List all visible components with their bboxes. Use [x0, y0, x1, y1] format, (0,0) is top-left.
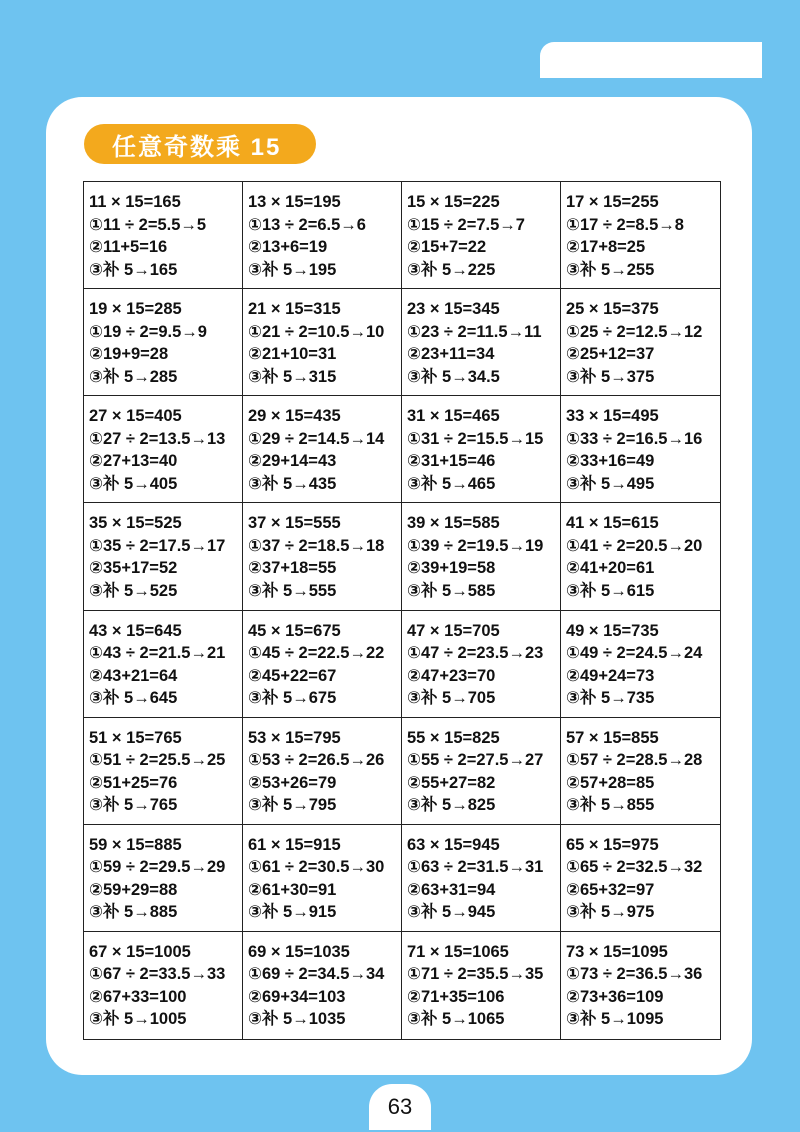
equation-line: 63 × 15=945 — [407, 835, 500, 854]
step-1-line: ①49 ÷ 2=24.5→24 — [566, 644, 703, 662]
step-2-line: ②43+21=64 — [89, 666, 178, 685]
step-2-line: ②31+15=46 — [407, 452, 496, 471]
table-cell — [84, 396, 243, 503]
step-3-line: ③补 5→675 — [248, 689, 337, 707]
step-2-line: ②67+33=100 — [89, 987, 187, 1006]
table-cell — [243, 503, 402, 610]
step-3-line: ③补 5→1005 — [89, 1010, 187, 1029]
step-2-line: ②17+8=25 — [566, 238, 646, 256]
step-2-line: ②73+36=109 — [566, 987, 664, 1006]
step-2-line: ②39+19=58 — [407, 559, 496, 578]
step-1-line: ①43 ÷ 2=21.5→21 — [89, 644, 226, 662]
table-cell — [243, 718, 402, 825]
table-cell — [84, 503, 243, 610]
step-3-line: ③补 5→255 — [566, 260, 655, 279]
step-3-line: ③补 5→585 — [407, 581, 496, 600]
step-2-line: ②57+28=85 — [566, 773, 655, 792]
step-2-line: ②29+14=43 — [248, 452, 337, 471]
step-2-line: ②51+25=76 — [89, 773, 178, 792]
equation-line: 37 × 15=555 — [248, 514, 341, 533]
equation-line: 55 × 15=825 — [407, 728, 500, 747]
table-cell — [402, 718, 561, 825]
step-1-line: ①63 ÷ 2=31.5→31 — [407, 858, 544, 877]
equation-line: 67 × 15=1005 — [89, 942, 191, 961]
step-1-line: ①69 ÷ 2=34.5→34 — [248, 965, 385, 984]
equation-line: 17 × 15=255 — [566, 193, 659, 211]
step-1-line: ①25 ÷ 2=12.5→12 — [566, 322, 703, 341]
equation-line: 65 × 15=975 — [566, 835, 659, 854]
equation-line: 47 × 15=705 — [407, 621, 500, 640]
step-3-line: ③补 5→555 — [248, 581, 337, 600]
equation-line: 73 × 15=1095 — [566, 942, 668, 961]
equation-line: 41 × 15=615 — [566, 514, 659, 533]
equation-line: 45 × 15=675 — [248, 621, 341, 640]
step-1-line: ①67 ÷ 2=33.5→33 — [89, 965, 226, 984]
step-2-line: ②63+31=94 — [407, 880, 496, 899]
step-2-line: ②11+5=16 — [89, 238, 168, 256]
step-3-line: ③补 5→615 — [566, 581, 655, 600]
table-cell — [561, 718, 720, 825]
step-2-line: ②55+27=82 — [407, 773, 496, 792]
step-1-line: ①51 ÷ 2=25.5→25 — [89, 751, 226, 770]
step-1-line: ①41 ÷ 2=20.5→20 — [566, 536, 703, 555]
step-2-line: ②65+32=97 — [566, 880, 655, 899]
equation-line: 61 × 15=915 — [248, 835, 341, 854]
step-3-line: ③补 5→285 — [89, 367, 178, 386]
step-1-line: ①19 ÷ 2=9.5→9 — [89, 322, 207, 341]
step-2-line: ②61+30=91 — [248, 880, 337, 899]
step-1-line: ①73 ÷ 2=36.5→36 — [566, 965, 703, 984]
table-cell — [402, 182, 561, 289]
step-2-line: ②33+16=49 — [566, 452, 655, 471]
step-3-line: ③补 5→315 — [248, 367, 337, 386]
step-1-line: ①53 ÷ 2=26.5→26 — [248, 751, 385, 770]
table-cell — [402, 289, 561, 396]
step-3-line: ③补 5→885 — [89, 903, 178, 922]
table-cell — [561, 825, 720, 932]
equation-line: 13 × 15=195 — [248, 193, 341, 211]
step-2-line: ②69+34=103 — [248, 987, 346, 1006]
equation-line: 21 × 15=315 — [248, 300, 341, 319]
step-1-line: ①21 ÷ 2=10.5→10 — [248, 322, 385, 341]
step-3-line: ③补 5→765 — [89, 796, 178, 815]
step-3-line: ③补 5→795 — [248, 796, 337, 815]
step-1-line: ①35 ÷ 2=17.5→17 — [89, 536, 226, 555]
table-cell — [84, 932, 243, 1039]
step-1-line: ①61 ÷ 2=30.5→30 — [248, 858, 385, 877]
equation-line: 29 × 15=435 — [248, 407, 341, 426]
step-1-line: ①31 ÷ 2=15.5→15 — [407, 429, 544, 448]
step-2-line: ②71+35=106 — [407, 987, 505, 1006]
table-cell — [402, 396, 561, 503]
step-2-line: ②49+24=73 — [566, 666, 655, 685]
table-cell — [561, 503, 720, 610]
table-cell — [402, 503, 561, 610]
equation-line: 35 × 15=525 — [89, 514, 182, 533]
step-2-line: ②25+12=37 — [566, 345, 655, 364]
step-2-line: ②27+13=40 — [89, 452, 178, 471]
step-1-line: ①65 ÷ 2=32.5→32 — [566, 858, 703, 877]
step-3-line: ③补 5→915 — [248, 903, 337, 922]
step-3-line: ③补 5→195 — [248, 260, 337, 279]
step-1-line: ①11 ÷ 2=5.5→5 — [89, 215, 207, 234]
equation-line: 19 × 15=285 — [89, 300, 182, 319]
step-1-line: ①33 ÷ 2=16.5→16 — [566, 429, 703, 448]
step-2-line: ②21+10=31 — [248, 345, 337, 364]
step-1-line: ①71 ÷ 2=35.5→35 — [407, 965, 544, 984]
step-1-line: ①45 ÷ 2=22.5→22 — [248, 644, 385, 662]
step-1-line: ①29 ÷ 2=14.5→14 — [248, 429, 385, 448]
section-title: 任意奇数乘 15 — [84, 124, 316, 164]
step-1-line: ①59 ÷ 2=29.5→29 — [89, 858, 226, 877]
step-3-line: ③补 5→375 — [566, 367, 655, 386]
table-cell — [243, 825, 402, 932]
table-cell — [243, 289, 402, 396]
equation-line: 23 × 15=345 — [407, 300, 500, 319]
table-cell — [243, 932, 402, 1039]
multiplication-table — [83, 181, 721, 1040]
table-cell — [402, 825, 561, 932]
table-cell — [84, 825, 243, 932]
table-cell — [402, 611, 561, 718]
step-2-line: ②19+9=28 — [89, 345, 169, 364]
equation-line: 15 × 15=225 — [407, 193, 500, 211]
equation-line: 31 × 15=465 — [407, 407, 500, 426]
step-1-line: ①57 ÷ 2=28.5→28 — [566, 751, 703, 770]
step-3-line: ③补 5→705 — [407, 689, 496, 707]
step-3-line: ③补 5→825 — [407, 796, 496, 815]
equation-line: 59 × 15=885 — [89, 835, 182, 854]
step-2-line: ②47+23=70 — [407, 666, 496, 685]
table-cell — [561, 289, 720, 396]
equation-line: 71 × 15=1065 — [407, 942, 509, 961]
step-2-line: ②41+20=61 — [566, 559, 655, 578]
table-cell — [243, 396, 402, 503]
step-3-line: ③补 5→165 — [89, 260, 178, 279]
equation-line: 11 × 15=165 — [89, 193, 181, 211]
step-3-line: ③补 5→435 — [248, 474, 337, 493]
step-2-line: ②35+17=52 — [89, 559, 178, 578]
table-cell — [243, 611, 402, 718]
step-3-line: ③补 5→525 — [89, 581, 178, 600]
top-tab-decoration — [540, 42, 762, 78]
step-3-line: ③补 5→495 — [566, 474, 655, 493]
table-cell — [402, 932, 561, 1039]
step-3-line: ③补 5→465 — [407, 474, 496, 493]
step-1-line: ①13 ÷ 2=6.5→6 — [248, 215, 366, 234]
step-3-line: ③补 5→1035 — [248, 1010, 346, 1029]
step-1-line: ①37 ÷ 2=18.5→18 — [248, 536, 385, 555]
step-1-line: ①15 ÷ 2=7.5→7 — [407, 215, 525, 234]
equation-line: 53 × 15=795 — [248, 728, 341, 747]
step-2-line: ②45+22=67 — [248, 666, 337, 685]
table-cell — [561, 182, 720, 289]
table-cell — [561, 611, 720, 718]
table-cell — [84, 182, 243, 289]
step-1-line: ①27 ÷ 2=13.5→13 — [89, 429, 226, 448]
step-1-line: ①55 ÷ 2=27.5→27 — [407, 751, 544, 770]
equation-line: 27 × 15=405 — [89, 407, 182, 426]
equation-line: 43 × 15=645 — [89, 621, 182, 640]
table-cell — [243, 182, 402, 289]
equation-line: 51 × 15=765 — [89, 728, 182, 747]
step-2-line: ②13+6=19 — [248, 238, 328, 256]
step-3-line: ③补 5→945 — [407, 903, 496, 922]
step-1-line: ①23 ÷ 2=11.5→11 — [407, 322, 542, 341]
equation-line: 25 × 15=375 — [566, 300, 659, 319]
equation-line: 69 × 15=1035 — [248, 942, 350, 961]
step-3-line: ③补 5→1065 — [407, 1010, 505, 1029]
step-3-line: ③补 5→34.5 — [407, 367, 500, 386]
step-3-line: ③补 5→225 — [407, 260, 496, 279]
step-2-line: ②23+11=34 — [407, 345, 495, 364]
step-3-line: ③补 5→735 — [566, 689, 655, 707]
table-cell — [84, 289, 243, 396]
step-2-line: ②15+7=22 — [407, 238, 487, 256]
page-number: 63 — [369, 1084, 431, 1130]
step-2-line: ②53+26=79 — [248, 773, 337, 792]
step-2-line: ②59+29=88 — [89, 880, 178, 899]
equation-line: 39 × 15=585 — [407, 514, 500, 533]
step-1-line: ①39 ÷ 2=19.5→19 — [407, 536, 544, 555]
table-cell — [561, 932, 720, 1039]
step-3-line: ③补 5→975 — [566, 903, 655, 922]
step-3-line: ③补 5→645 — [89, 689, 178, 707]
table-cell — [84, 718, 243, 825]
equation-line: 49 × 15=735 — [566, 621, 659, 640]
equation-line: 33 × 15=495 — [566, 407, 659, 426]
table-cell — [84, 611, 243, 718]
step-3-line: ③补 5→405 — [89, 474, 178, 493]
step-1-line: ①47 ÷ 2=23.5→23 — [407, 644, 544, 662]
table-cell — [561, 396, 720, 503]
step-3-line: ③补 5→1095 — [566, 1010, 664, 1029]
step-3-line: ③补 5→855 — [566, 796, 655, 815]
equation-line: 57 × 15=855 — [566, 728, 659, 747]
step-2-line: ②37+18=55 — [248, 559, 337, 578]
step-1-line: ①17 ÷ 2=8.5→8 — [566, 215, 684, 234]
